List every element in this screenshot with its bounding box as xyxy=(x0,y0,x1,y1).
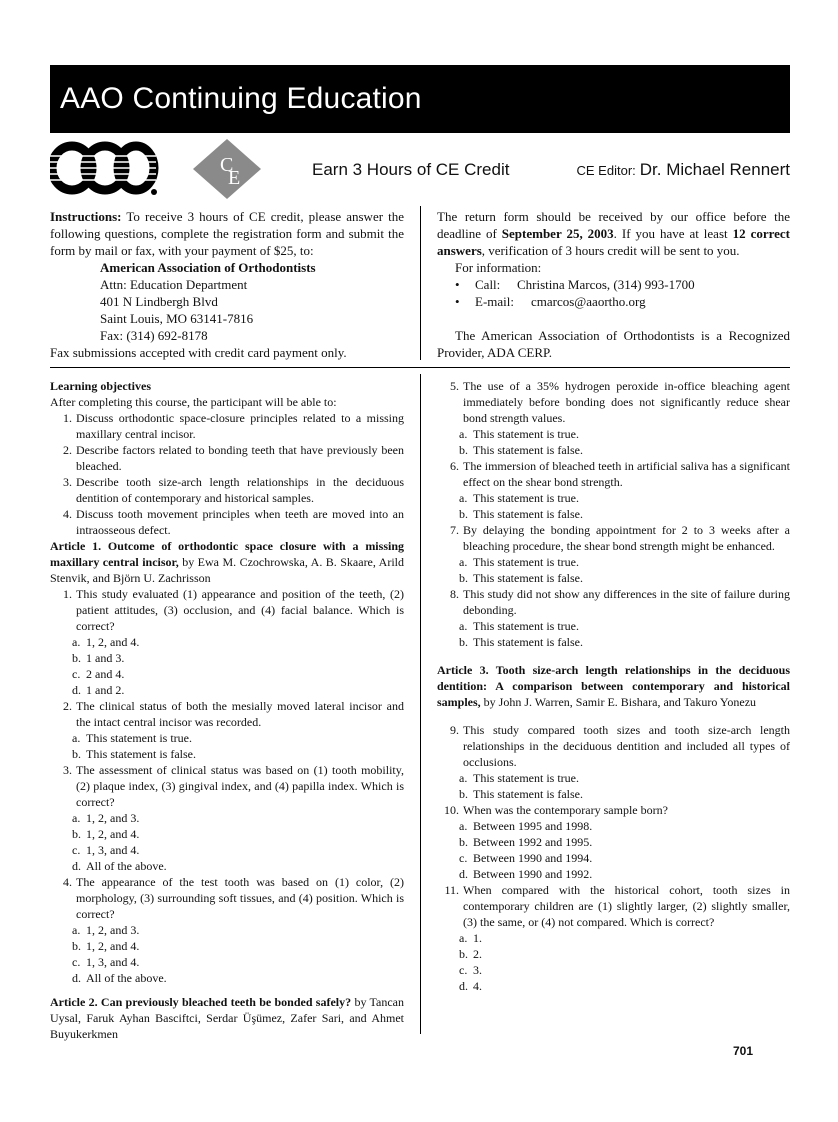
option-letter: b. xyxy=(459,787,468,801)
deadline: September 25, 2003 xyxy=(501,226,614,241)
question-text: The clinical status of both the mesially moved lateral incisor and the intact central incisor was recorded. xyxy=(76,699,404,729)
question-text: This study evaluated (1) appearance and position of the teeth, (2) patient attitudes, (3) occlusion, and (4) facial balance. Which is correct? xyxy=(76,587,404,633)
question-item xyxy=(50,762,404,810)
objective-item xyxy=(50,410,404,442)
option-text: All of the above. xyxy=(86,859,167,873)
section-divider xyxy=(50,367,790,368)
article2-authors: by Tancan Uysal, Faruk Ayhan Basciftci, Serdar Üşümez, Zafer Sari, and Ahmet Buyukerkmen xyxy=(50,995,404,1041)
option-letter: b. xyxy=(459,507,468,521)
option-text: 1, 2, and 4. xyxy=(86,635,140,649)
option-letter: a. xyxy=(72,635,81,649)
return-text: . If you have at least xyxy=(613,226,728,241)
option-text: This statement is false. xyxy=(473,443,583,457)
question-number: 6. xyxy=(450,459,459,473)
answer-option[interactable] xyxy=(437,426,790,442)
question-text: The appearance of the test tooth was based on (1) color, (2) morphology, (3) surrounding soft tissues, and (4) position. Which is correct? xyxy=(76,875,404,921)
option-letter: c. xyxy=(72,667,81,681)
article3-authors: by John J. Warren, Samir E. Bishara, and Takuro Yonezu xyxy=(483,695,757,709)
question-number: 5. xyxy=(450,379,459,393)
objective-text: Discuss orthodontic space-closure principles related to a missing maxillary central incisor. xyxy=(76,411,404,441)
objective-number: 4. xyxy=(63,507,72,521)
question-text: When was the contemporary sample born? xyxy=(463,803,668,817)
fax-note: Fax submissions accepted with credit card payment only. xyxy=(50,345,347,360)
option-text: All of the above. xyxy=(86,971,167,985)
call-label: Call: xyxy=(475,277,501,292)
option-text: 1, 3, and 4. xyxy=(86,955,140,969)
option-text: 1, 2, and 3. xyxy=(86,811,140,825)
answer-option[interactable] xyxy=(50,746,404,762)
question-item xyxy=(437,722,790,770)
address-line: Saint Louis, MO 63141-7816 xyxy=(100,311,254,326)
objectives-title: Learning objectives xyxy=(50,379,151,393)
questions-right-a xyxy=(437,378,790,650)
option-letter: a. xyxy=(459,819,468,833)
question-item xyxy=(437,586,790,618)
ce-editor-name: Dr. Michael Rennert xyxy=(639,160,790,179)
answer-option[interactable] xyxy=(50,650,404,666)
question-item xyxy=(437,458,790,490)
option-letter: c. xyxy=(72,843,81,857)
address-line: Attn: Education Department xyxy=(100,277,248,292)
ce-logo-c: C xyxy=(220,154,234,176)
answer-option[interactable] xyxy=(437,962,790,978)
return-text: , verification of 3 hours credit will be sent to you. xyxy=(481,243,740,258)
answer-option[interactable] xyxy=(50,682,404,698)
answer-option[interactable] xyxy=(437,634,790,650)
objective-number: 2. xyxy=(63,443,72,457)
option-text: This statement is false. xyxy=(86,747,196,761)
option-text: 1 and 3. xyxy=(86,651,125,665)
question-item xyxy=(50,586,404,634)
option-text: This statement is true. xyxy=(86,731,192,745)
option-letter: b. xyxy=(72,651,81,665)
question-item xyxy=(437,378,790,426)
option-letter: c. xyxy=(72,955,81,969)
option-text: This statement is true. xyxy=(473,427,579,441)
email-label: E-mail: xyxy=(475,294,514,309)
option-letter: b. xyxy=(459,947,468,961)
column-divider xyxy=(420,374,421,1034)
answer-option[interactable] xyxy=(437,490,790,506)
article1-authors: by Ewa M. Czochrowska, A. B. Skaare, Arild Stenvik, and Björn U. Zachrisson xyxy=(50,555,405,585)
option-text: This statement is true. xyxy=(473,619,579,633)
option-text: Between 1995 and 1998. xyxy=(473,819,593,833)
call-item: • Call: Christina Marcos, (314) 993-1700 xyxy=(455,277,695,292)
option-letter: b. xyxy=(459,635,468,649)
question-number: 8. xyxy=(450,587,459,601)
answer-option[interactable] xyxy=(50,842,404,858)
article3-title: Article 3. Tooth size-arch length relationships in the deciduous dentition: A comparison between contemporary and historical samples, xyxy=(437,663,790,709)
instructions-text: To receive 3 hours of CE credit, please answer the following questions, complete the registration form and submit the form by mail or fax, with your payment of $25, to: xyxy=(50,209,405,258)
option-letter: b. xyxy=(459,835,468,849)
questions-right-b xyxy=(437,722,790,994)
option-text: Between 1992 and 1995. xyxy=(473,835,593,849)
objective-text: Discuss tooth movement principles when teeth are moved into an intraosseous defect. xyxy=(76,507,404,537)
question-text: By delaying the bonding appointment for 2 to 3 weeks after a bleaching procedure, the shear bond strength might be enhanced. xyxy=(463,523,790,553)
answer-option[interactable] xyxy=(437,978,790,994)
article2-title: Article 2. Can previously bleached teeth be bonded safely? xyxy=(50,995,352,1009)
option-letter: a. xyxy=(459,619,468,633)
question-text: The immersion of bleached teeth in artificial saliva has a significant effect on the shear bond strength. xyxy=(463,459,790,489)
option-text: This statement is false. xyxy=(473,571,583,585)
answer-option[interactable] xyxy=(50,826,404,842)
objectives-list xyxy=(50,410,404,538)
option-text: This statement is true. xyxy=(473,771,579,785)
banner-title: AAO Continuing Education xyxy=(60,82,422,115)
fax-line: Fax: (314) 692-8178 xyxy=(100,328,208,343)
return-text: The return form should be received by our office before the deadline of xyxy=(437,209,790,241)
left-column xyxy=(50,378,404,1042)
column-divider xyxy=(420,206,421,360)
option-letter: a. xyxy=(72,811,81,825)
address-line: 401 N Lindbergh Blvd xyxy=(100,294,218,309)
option-letter: a. xyxy=(459,427,468,441)
question-number: 9. xyxy=(450,723,459,737)
ce-credit-heading: Earn 3 Hours of CE Credit xyxy=(312,160,510,179)
question-text: This study did not show any differences in the site of failure during debonding. xyxy=(463,587,790,617)
option-text: Between 1990 and 1992. xyxy=(473,867,593,881)
option-letter: b. xyxy=(72,939,81,953)
question-item xyxy=(437,802,790,818)
ce-logo-icon xyxy=(192,138,262,200)
option-letter: a. xyxy=(72,923,81,937)
return-info-block xyxy=(437,208,790,361)
objective-text: Describe factors related to bonding teeth that have previously been bleached. xyxy=(76,443,404,473)
answer-option[interactable] xyxy=(437,818,790,834)
answer-option[interactable] xyxy=(50,858,404,874)
answer-option[interactable] xyxy=(437,946,790,962)
answer-option[interactable] xyxy=(50,666,404,682)
instructions-label: Instructions: xyxy=(50,209,122,224)
option-text: 1 and 2. xyxy=(86,683,125,697)
objective-item xyxy=(50,474,404,506)
right-column xyxy=(437,378,790,994)
question-text: The assessment of clinical status was based on (1) tooth mobility, (2) plaque index, (3) gingival index, and (4) papilla index. Which is correct? xyxy=(76,763,404,809)
question-item xyxy=(50,698,404,730)
objective-item xyxy=(50,506,404,538)
option-letter: d. xyxy=(72,859,81,873)
answer-option[interactable] xyxy=(437,570,790,586)
option-letter: a. xyxy=(72,731,81,745)
question-item xyxy=(437,522,790,554)
objective-number: 1. xyxy=(63,411,72,425)
call-value: Christina Marcos, (314) 993-1700 xyxy=(517,277,695,292)
question-number: 7. xyxy=(450,523,459,537)
option-text: 1, 2, and 4. xyxy=(86,827,140,841)
objective-text: Describe tooth size-arch length relationships in the deciduous dentition of contemporary and historical samples. xyxy=(76,475,404,505)
answer-option[interactable] xyxy=(50,730,404,746)
question-number: 11. xyxy=(444,883,459,897)
question-item xyxy=(437,882,790,930)
option-text: This statement is false. xyxy=(473,507,583,521)
question-number: 3. xyxy=(63,763,72,777)
option-text: 4. xyxy=(473,979,482,993)
page-number: 701 xyxy=(733,1044,754,1058)
option-text: Between 1990 and 1994. xyxy=(473,851,593,865)
answer-option[interactable] xyxy=(437,442,790,458)
question-number: 10. xyxy=(444,803,459,817)
option-text: This statement is true. xyxy=(473,555,579,569)
answer-option[interactable] xyxy=(50,970,404,986)
option-letter: d. xyxy=(459,979,468,993)
for-info: For information: xyxy=(455,260,542,275)
answer-option[interactable] xyxy=(50,954,404,970)
answer-option[interactable] xyxy=(437,850,790,866)
answer-option[interactable] xyxy=(437,834,790,850)
question-number: 1. xyxy=(63,587,72,601)
questions-left xyxy=(50,586,404,986)
option-letter: d. xyxy=(72,683,81,697)
answer-option[interactable] xyxy=(437,506,790,522)
objective-number: 3. xyxy=(63,475,72,489)
option-letter: c. xyxy=(459,851,468,865)
provider-note: The American Association of Orthodontists is a Recognized Provider, ADA CERP. xyxy=(437,328,790,360)
correct-count: 12 correct answers xyxy=(437,226,791,258)
option-letter: d. xyxy=(72,971,81,985)
aao-logo-icon xyxy=(50,140,160,196)
answer-option[interactable] xyxy=(50,810,404,826)
email-link[interactable]: cmarcos@aaortho.org xyxy=(531,294,646,309)
answer-option[interactable] xyxy=(50,634,404,650)
option-letter: a. xyxy=(459,771,468,785)
option-text: 1. xyxy=(473,931,482,945)
answer-option[interactable] xyxy=(437,930,790,946)
article1-title: Article 1. Outcome of orthodontic space closure with a missing maxillary central incisor, xyxy=(50,539,404,569)
answer-option[interactable] xyxy=(50,938,404,954)
email-item: • E-mail: cmarcos@aaortho.org xyxy=(455,294,646,309)
question-text: This study compared tooth sizes and tooth size-arch length relationships in the deciduous dentition and included all types of occlusions. xyxy=(463,723,790,769)
option-letter: d. xyxy=(459,867,468,881)
answer-option[interactable] xyxy=(437,618,790,634)
option-letter: b. xyxy=(72,747,81,761)
option-letter: b. xyxy=(72,827,81,841)
ce-logo-e: E xyxy=(228,167,241,189)
answer-option[interactable] xyxy=(437,770,790,786)
question-text: When compared with the historical cohort, tooth sizes in contemporary children are (1) slightly larger, (2) slightly smaller, (3) the same, or (4) not compared. Which is correct? xyxy=(463,883,790,929)
option-text: This statement is true. xyxy=(473,491,579,505)
question-item xyxy=(50,874,404,922)
answer-option[interactable] xyxy=(437,866,790,882)
question-number: 4. xyxy=(63,875,72,889)
option-letter: a. xyxy=(459,491,468,505)
option-text: 1, 3, and 4. xyxy=(86,843,140,857)
option-text: 3. xyxy=(473,963,482,977)
ce-editor-label: CE Editor: xyxy=(576,163,636,178)
option-text: 1, 2, and 3. xyxy=(86,923,140,937)
option-letter: b. xyxy=(459,443,468,457)
answer-option[interactable] xyxy=(50,922,404,938)
banner xyxy=(50,65,790,133)
option-letter: c. xyxy=(459,963,468,977)
objectives-intro: After completing this course, the participant will be able to: xyxy=(50,395,337,409)
answer-option[interactable] xyxy=(437,554,790,570)
objective-item xyxy=(50,442,404,474)
option-text: This statement is false. xyxy=(473,787,583,801)
instructions-block xyxy=(50,208,404,361)
option-text: 2. xyxy=(473,947,482,961)
option-letter: a. xyxy=(459,931,468,945)
question-number: 2. xyxy=(63,699,72,713)
question-text: The use of a 35% hydrogen peroxide in-office bleaching agent immediately before bonding does not significantly reduce shear bond strength values. xyxy=(463,379,790,425)
option-text: 2 and 4. xyxy=(86,667,125,681)
org-name: American Association of Orthodontists xyxy=(100,260,316,275)
answer-option[interactable] xyxy=(437,786,790,802)
option-text: 1, 2, and 4. xyxy=(86,939,140,953)
option-text: This statement is false. xyxy=(473,635,583,649)
option-letter: b. xyxy=(459,571,468,585)
ce-editor xyxy=(577,160,790,180)
option-letter: a. xyxy=(459,555,468,569)
